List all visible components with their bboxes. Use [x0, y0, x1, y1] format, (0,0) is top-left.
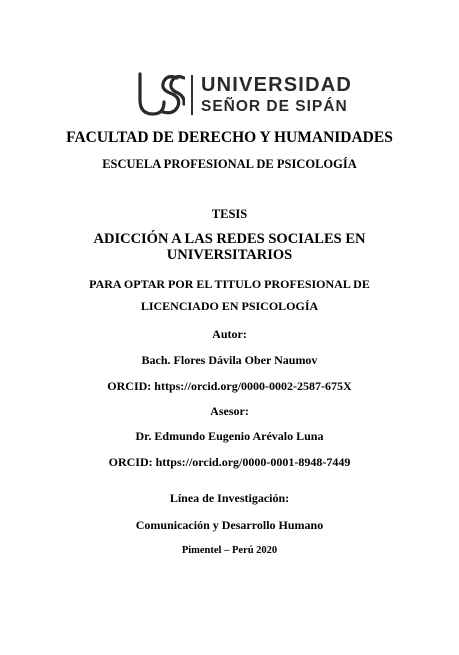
university-name-line1: UNIVERSIDAD	[201, 74, 352, 97]
faculty-name: FACULTAD DE DERECHO Y HUMANIDADES	[66, 129, 393, 146]
author-orcid: ORCID: https://orcid.org/0000-0002-2587-675X	[107, 379, 352, 393]
school-name: ESCUELA PROFESIONAL DE PSICOLOGÍA	[102, 157, 357, 171]
author-label: Autor:	[212, 327, 247, 341]
document-type: TESIS	[211, 207, 248, 221]
logo-divider	[191, 75, 193, 115]
degree-purpose: PARA OPTAR POR EL TITULO PROFESIONAL DE LICENCIADO EN PSICOLOGÍA	[89, 277, 370, 313]
advisor-orcid: ORCID: https://orcid.org/0000-0001-8948-7449	[108, 455, 351, 469]
university-name-line2: SEÑOR DE SIPÁN	[201, 98, 348, 116]
thesis-title: ADICCIÓN A LAS REDES SOCIALES EN UNIVERSITARIOS	[93, 231, 366, 263]
university-name	[201, 75, 352, 115]
research-line-label: Línea de Investigación:	[169, 491, 290, 505]
advisor-name: Dr. Edmundo Eugenio Arévalo Luna	[135, 429, 324, 443]
author-name: Bach. Flores Dávila Ober Naumov	[141, 353, 318, 367]
location-date: Pimentel – Perú 2020	[181, 545, 278, 556]
usss-monogram-icon	[137, 72, 185, 118]
university-logo	[137, 72, 352, 118]
research-line-value: Comunicación y Desarrollo Humano	[135, 518, 324, 532]
advisor-label: Asesor:	[210, 404, 249, 418]
